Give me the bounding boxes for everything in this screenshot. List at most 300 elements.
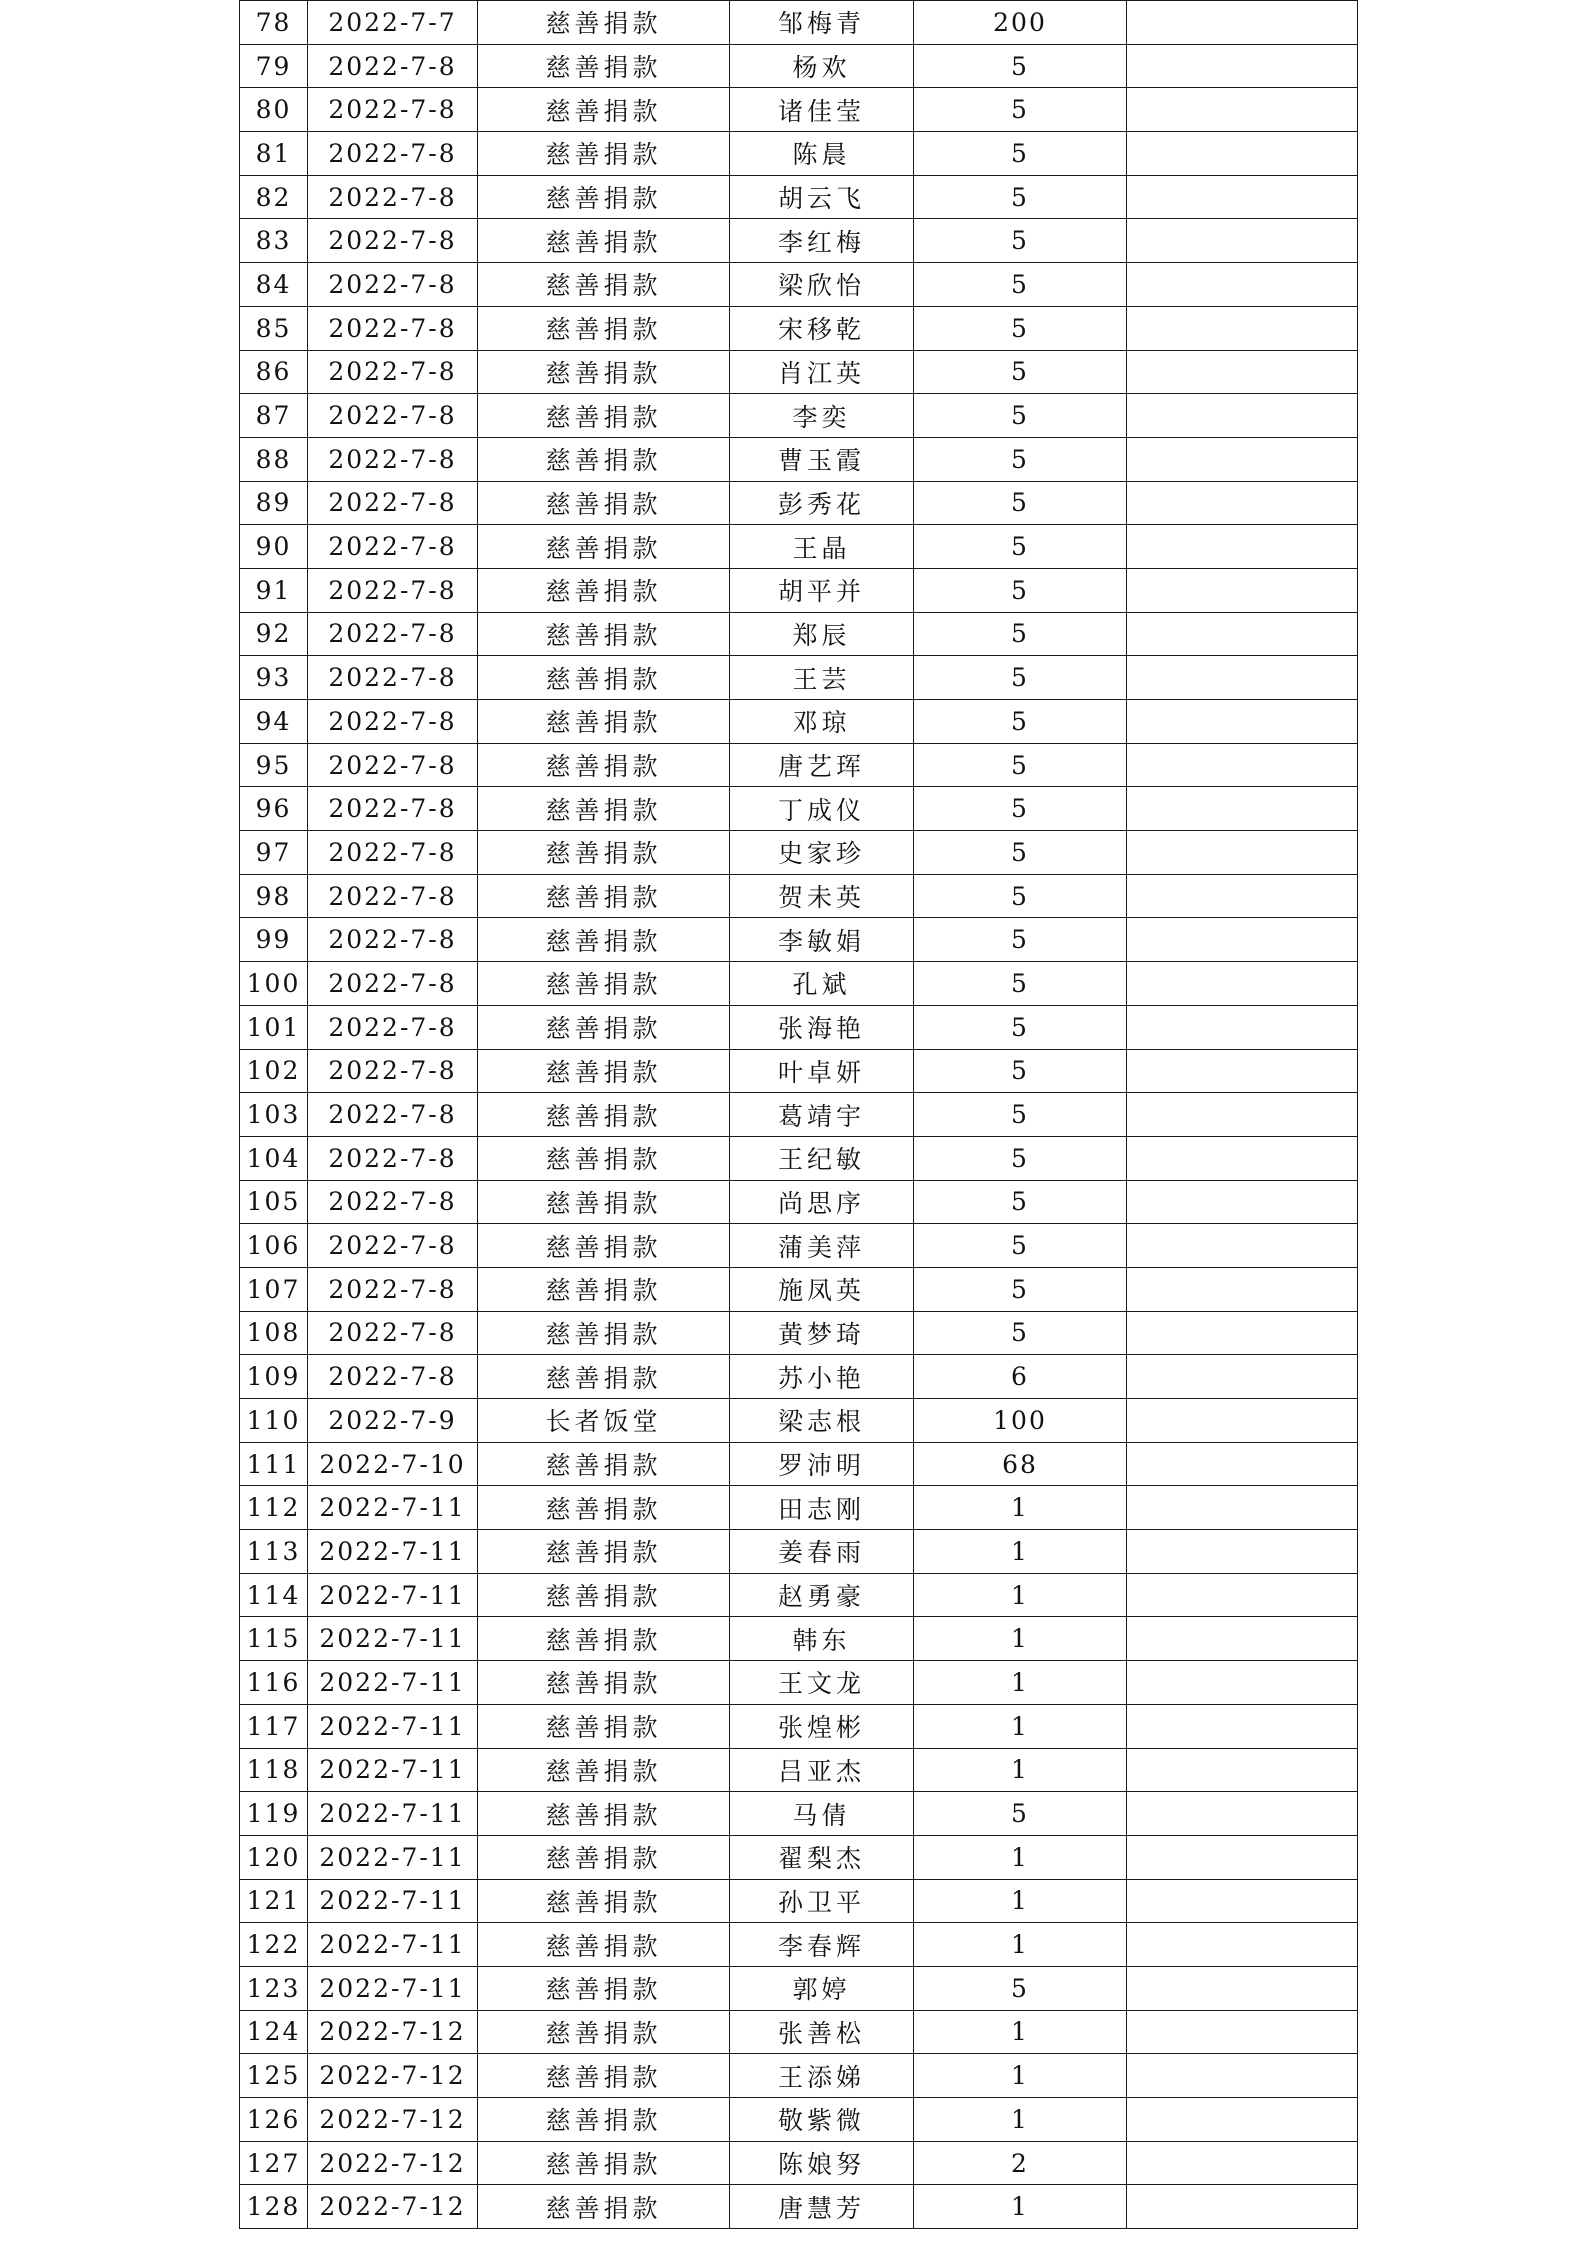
row-number: 87 (240, 394, 308, 438)
donation-type: 慈善捐款 (478, 1093, 730, 1137)
remark-cell (1127, 306, 1358, 350)
donation-type: 慈善捐款 (478, 437, 730, 481)
remark-cell (1127, 1617, 1358, 1661)
donation-type: 慈善捐款 (478, 263, 730, 307)
donation-type: 慈善捐款 (478, 1835, 730, 1879)
row-number: 96 (240, 787, 308, 831)
row-number: 90 (240, 525, 308, 569)
donation-amount: 5 (914, 568, 1127, 612)
donor-name: 马倩 (730, 1792, 914, 1836)
row-number: 106 (240, 1224, 308, 1268)
donation-date: 2022-7-11 (308, 1748, 478, 1792)
donation-amount: 1 (914, 1835, 1127, 1879)
row-number: 92 (240, 612, 308, 656)
donor-name: 张海艳 (730, 1005, 914, 1049)
donation-date: 2022-7-8 (308, 132, 478, 176)
donation-amount: 1 (914, 1748, 1127, 1792)
remark-cell (1127, 263, 1358, 307)
donation-amount: 5 (914, 1792, 1127, 1836)
donor-name: 王文龙 (730, 1661, 914, 1705)
donation-type: 慈善捐款 (478, 2098, 730, 2142)
donation-date: 2022-7-12 (308, 2010, 478, 2054)
donation-date: 2022-7-8 (308, 568, 478, 612)
donation-type: 慈善捐款 (478, 1573, 730, 1617)
donor-name: 李春辉 (730, 1923, 914, 1967)
table-row (240, 1180, 1358, 1224)
donation-type: 慈善捐款 (478, 1617, 730, 1661)
donor-name: 葛靖宇 (730, 1093, 914, 1137)
remark-cell (1127, 394, 1358, 438)
donation-type: 慈善捐款 (478, 1748, 730, 1792)
donation-date: 2022-7-8 (308, 350, 478, 394)
row-number: 115 (240, 1617, 308, 1661)
row-number: 114 (240, 1573, 308, 1617)
table-row (240, 481, 1358, 525)
row-number: 102 (240, 1049, 308, 1093)
remark-cell (1127, 1311, 1358, 1355)
row-number: 81 (240, 132, 308, 176)
donor-name: 孔斌 (730, 962, 914, 1006)
row-number: 86 (240, 350, 308, 394)
remark-cell (1127, 1835, 1358, 1879)
row-number: 117 (240, 1704, 308, 1748)
table-row (240, 1573, 1358, 1617)
row-number: 94 (240, 700, 308, 744)
donation-type: 慈善捐款 (478, 394, 730, 438)
donation-date: 2022-7-11 (308, 1617, 478, 1661)
remark-cell (1127, 481, 1358, 525)
donation-amount: 5 (914, 132, 1127, 176)
donation-type: 慈善捐款 (478, 1966, 730, 2010)
remark-cell (1127, 1748, 1358, 1792)
donation-type: 慈善捐款 (478, 481, 730, 525)
table-row (240, 219, 1358, 263)
donor-name: 叶卓妍 (730, 1049, 914, 1093)
remark-cell (1127, 1704, 1358, 1748)
row-number: 101 (240, 1005, 308, 1049)
row-number: 88 (240, 437, 308, 481)
donation-amount: 5 (914, 1136, 1127, 1180)
donor-name: 田志刚 (730, 1486, 914, 1530)
donation-amount: 1 (914, 2185, 1127, 2229)
donation-type: 慈善捐款 (478, 1180, 730, 1224)
donation-type: 慈善捐款 (478, 1005, 730, 1049)
donation-type: 慈善捐款 (478, 88, 730, 132)
remark-cell (1127, 1442, 1358, 1486)
remark-cell (1127, 1136, 1358, 1180)
donation-date: 2022-7-8 (308, 656, 478, 700)
donation-type: 慈善捐款 (478, 306, 730, 350)
remark-cell (1127, 2141, 1358, 2185)
donation-date: 2022-7-8 (308, 394, 478, 438)
remark-cell (1127, 612, 1358, 656)
donation-type: 慈善捐款 (478, 1879, 730, 1923)
donation-type: 慈善捐款 (478, 2010, 730, 2054)
donation-type: 慈善捐款 (478, 1661, 730, 1705)
donation-amount: 5 (914, 918, 1127, 962)
table-row (240, 1005, 1358, 1049)
remark-cell (1127, 1355, 1358, 1399)
donor-name: 贺未英 (730, 874, 914, 918)
row-number: 93 (240, 656, 308, 700)
donation-date: 2022-7-8 (308, 219, 478, 263)
table-row (240, 1879, 1358, 1923)
donation-amount: 1 (914, 1530, 1127, 1574)
donation-type: 慈善捐款 (478, 1792, 730, 1836)
donation-type: 慈善捐款 (478, 656, 730, 700)
remark-cell (1127, 2185, 1358, 2229)
remark-cell (1127, 918, 1358, 962)
donation-amount: 68 (914, 1442, 1127, 1486)
donor-name: 唐艺珲 (730, 743, 914, 787)
table-row (240, 656, 1358, 700)
donor-name: 王晶 (730, 525, 914, 569)
donation-amount: 1 (914, 1661, 1127, 1705)
donation-date: 2022-7-11 (308, 1792, 478, 1836)
donation-type: 慈善捐款 (478, 1923, 730, 1967)
row-number: 122 (240, 1923, 308, 1967)
table-row (240, 612, 1358, 656)
donation-amount: 1 (914, 1617, 1127, 1661)
row-number: 111 (240, 1442, 308, 1486)
row-number: 118 (240, 1748, 308, 1792)
donation-type: 慈善捐款 (478, 1530, 730, 1574)
remark-cell (1127, 1399, 1358, 1443)
donor-name: 肖江英 (730, 350, 914, 394)
row-number: 116 (240, 1661, 308, 1705)
donation-type: 慈善捐款 (478, 1442, 730, 1486)
donation-date: 2022-7-8 (308, 1224, 478, 1268)
table-row (240, 1966, 1358, 2010)
donation-date: 2022-7-8 (308, 1180, 478, 1224)
donation-amount: 1 (914, 1923, 1127, 1967)
table-row (240, 1399, 1358, 1443)
donor-name: 李敏娟 (730, 918, 914, 962)
donation-date: 2022-7-8 (308, 1136, 478, 1180)
donation-amount: 5 (914, 437, 1127, 481)
row-number: 123 (240, 1966, 308, 2010)
donation-amount: 5 (914, 1049, 1127, 1093)
donor-name: 宋移乾 (730, 306, 914, 350)
donation-date: 2022-7-12 (308, 2054, 478, 2098)
donation-amount: 5 (914, 219, 1127, 263)
row-number: 85 (240, 306, 308, 350)
donor-name: 姜春雨 (730, 1530, 914, 1574)
donation-type: 慈善捐款 (478, 743, 730, 787)
donation-date: 2022-7-8 (308, 874, 478, 918)
table-row (240, 1442, 1358, 1486)
donor-name: 郑辰 (730, 612, 914, 656)
donation-date: 2022-7-8 (308, 962, 478, 1006)
donation-amount: 5 (914, 481, 1127, 525)
donation-amount: 5 (914, 700, 1127, 744)
donor-name: 王芸 (730, 656, 914, 700)
table-row (240, 175, 1358, 219)
donation-date: 2022-7-11 (308, 1661, 478, 1705)
donation-type: 慈善捐款 (478, 44, 730, 88)
donation-date: 2022-7-8 (308, 175, 478, 219)
donation-type: 慈善捐款 (478, 874, 730, 918)
row-number: 124 (240, 2010, 308, 2054)
table-row (240, 743, 1358, 787)
table-row (240, 1355, 1358, 1399)
donation-type: 慈善捐款 (478, 175, 730, 219)
donor-name: 苏小艳 (730, 1355, 914, 1399)
donation-amount: 5 (914, 1093, 1127, 1137)
donation-amount: 1 (914, 1486, 1127, 1530)
remark-cell (1127, 175, 1358, 219)
donation-date: 2022-7-8 (308, 787, 478, 831)
donor-name: 郭婷 (730, 1966, 914, 2010)
table-row (240, 306, 1358, 350)
table-row (240, 700, 1358, 744)
row-number: 97 (240, 831, 308, 875)
donor-name: 曹玉霞 (730, 437, 914, 481)
row-number: 100 (240, 962, 308, 1006)
remark-cell (1127, 1661, 1358, 1705)
donor-name: 翟梨杰 (730, 1835, 914, 1879)
table-row (240, 2185, 1358, 2229)
donor-name: 敬紫微 (730, 2098, 914, 2142)
donation-date: 2022-7-8 (308, 918, 478, 962)
table-row (240, 831, 1358, 875)
table-row (240, 1617, 1358, 1661)
donation-type: 长者饭堂 (478, 1399, 730, 1443)
table-row (240, 437, 1358, 481)
donor-name: 邓琼 (730, 700, 914, 744)
donation-type: 慈善捐款 (478, 1267, 730, 1311)
donor-name: 赵勇豪 (730, 1573, 914, 1617)
donation-amount: 5 (914, 962, 1127, 1006)
table-row (240, 1311, 1358, 1355)
row-number: 119 (240, 1792, 308, 1836)
donor-name: 张煌彬 (730, 1704, 914, 1748)
remark-cell (1127, 656, 1358, 700)
donation-date: 2022-7-11 (308, 1835, 478, 1879)
donation-table-body (240, 1, 1358, 2229)
donation-amount: 5 (914, 350, 1127, 394)
row-number: 112 (240, 1486, 308, 1530)
donation-type: 慈善捐款 (478, 962, 730, 1006)
row-number: 89 (240, 481, 308, 525)
donation-amount: 5 (914, 656, 1127, 700)
donation-amount: 1 (914, 2098, 1127, 2142)
donor-name: 史家珍 (730, 831, 914, 875)
donor-name: 胡平并 (730, 568, 914, 612)
donation-amount: 2 (914, 2141, 1127, 2185)
remark-cell (1127, 831, 1358, 875)
donation-type: 慈善捐款 (478, 2054, 730, 2098)
table-row (240, 1792, 1358, 1836)
donation-amount: 1 (914, 1573, 1127, 1617)
table-row (240, 787, 1358, 831)
donation-amount: 5 (914, 44, 1127, 88)
donor-name: 胡云飞 (730, 175, 914, 219)
row-number: 125 (240, 2054, 308, 2098)
donation-type: 慈善捐款 (478, 1049, 730, 1093)
donation-type: 慈善捐款 (478, 1486, 730, 1530)
donation-amount: 5 (914, 175, 1127, 219)
row-number: 98 (240, 874, 308, 918)
remark-cell (1127, 1530, 1358, 1574)
donor-name: 蒲美萍 (730, 1224, 914, 1268)
table-row (240, 1267, 1358, 1311)
donation-type: 慈善捐款 (478, 918, 730, 962)
donation-amount: 5 (914, 874, 1127, 918)
donation-amount: 5 (914, 1224, 1127, 1268)
donation-date: 2022-7-12 (308, 2141, 478, 2185)
donation-date: 2022-7-8 (308, 525, 478, 569)
remark-cell (1127, 1879, 1358, 1923)
table-row (240, 2010, 1358, 2054)
remark-cell (1127, 219, 1358, 263)
donation-type: 慈善捐款 (478, 700, 730, 744)
donation-date: 2022-7-10 (308, 1442, 478, 1486)
row-number: 103 (240, 1093, 308, 1137)
donation-amount: 6 (914, 1355, 1127, 1399)
donor-name: 张善松 (730, 2010, 914, 2054)
donation-amount: 5 (914, 1267, 1127, 1311)
table-row (240, 568, 1358, 612)
table-row (240, 1835, 1358, 1879)
row-number: 110 (240, 1399, 308, 1443)
donation-amount: 5 (914, 831, 1127, 875)
donor-name: 王添娣 (730, 2054, 914, 2098)
donation-date: 2022-7-8 (308, 44, 478, 88)
donation-amount: 5 (914, 88, 1127, 132)
donation-date: 2022-7-11 (308, 1879, 478, 1923)
donation-type: 慈善捐款 (478, 1311, 730, 1355)
table-row (240, 1748, 1358, 1792)
remark-cell (1127, 44, 1358, 88)
donation-date: 2022-7-9 (308, 1399, 478, 1443)
row-number: 126 (240, 2098, 308, 2142)
donation-amount: 200 (914, 1, 1127, 45)
remark-cell (1127, 1049, 1358, 1093)
donation-amount: 5 (914, 306, 1127, 350)
donation-amount: 1 (914, 1704, 1127, 1748)
donation-date: 2022-7-11 (308, 1530, 478, 1574)
donor-name: 唐慧芳 (730, 2185, 914, 2229)
donation-date: 2022-7-8 (308, 1093, 478, 1137)
row-number: 84 (240, 263, 308, 307)
remark-cell (1127, 437, 1358, 481)
donation-date: 2022-7-8 (308, 1311, 478, 1355)
row-number: 83 (240, 219, 308, 263)
donor-name: 孙卫平 (730, 1879, 914, 1923)
remark-cell (1127, 1486, 1358, 1530)
donation-type: 慈善捐款 (478, 568, 730, 612)
donation-amount: 1 (914, 1879, 1127, 1923)
table-row (240, 44, 1358, 88)
row-number: 79 (240, 44, 308, 88)
remark-cell (1127, 1267, 1358, 1311)
row-number: 120 (240, 1835, 308, 1879)
donation-amount: 5 (914, 612, 1127, 656)
donation-date: 2022-7-11 (308, 1966, 478, 2010)
donation-date: 2022-7-8 (308, 481, 478, 525)
donation-date: 2022-7-8 (308, 1267, 478, 1311)
donation-date: 2022-7-8 (308, 700, 478, 744)
table-row (240, 2141, 1358, 2185)
donor-name: 韩东 (730, 1617, 914, 1661)
remark-cell (1127, 2054, 1358, 2098)
donation-type: 慈善捐款 (478, 219, 730, 263)
row-number: 128 (240, 2185, 308, 2229)
remark-cell (1127, 132, 1358, 176)
donor-name: 彭秀花 (730, 481, 914, 525)
remark-cell (1127, 568, 1358, 612)
donation-date: 2022-7-8 (308, 306, 478, 350)
table-row (240, 263, 1358, 307)
donation-type: 慈善捐款 (478, 1136, 730, 1180)
donation-type: 慈善捐款 (478, 787, 730, 831)
row-number: 82 (240, 175, 308, 219)
row-number: 127 (240, 2141, 308, 2185)
row-number: 80 (240, 88, 308, 132)
donation-amount: 1 (914, 2054, 1127, 2098)
donation-date: 2022-7-7 (308, 1, 478, 45)
table-row (240, 350, 1358, 394)
donation-amount: 5 (914, 525, 1127, 569)
donation-type: 慈善捐款 (478, 132, 730, 176)
remark-cell (1127, 88, 1358, 132)
donation-table (239, 0, 1358, 2229)
donor-name: 丁成仪 (730, 787, 914, 831)
remark-cell (1127, 1180, 1358, 1224)
remark-cell (1127, 2098, 1358, 2142)
table-row (240, 2054, 1358, 2098)
donor-name: 施凤英 (730, 1267, 914, 1311)
donation-amount: 5 (914, 743, 1127, 787)
donation-date: 2022-7-8 (308, 1005, 478, 1049)
row-number: 104 (240, 1136, 308, 1180)
donor-name: 梁欣怡 (730, 263, 914, 307)
donation-date: 2022-7-11 (308, 1573, 478, 1617)
donation-date: 2022-7-8 (308, 1355, 478, 1399)
table-row (240, 88, 1358, 132)
donation-type: 慈善捐款 (478, 525, 730, 569)
row-number: 99 (240, 918, 308, 962)
remark-cell (1127, 1224, 1358, 1268)
donor-name: 王纪敏 (730, 1136, 914, 1180)
table-row (240, 1704, 1358, 1748)
donor-name: 黄梦琦 (730, 1311, 914, 1355)
remark-cell (1127, 1573, 1358, 1617)
donation-amount: 5 (914, 1005, 1127, 1049)
remark-cell (1127, 1, 1358, 45)
table-row (240, 132, 1358, 176)
donor-name: 杨欢 (730, 44, 914, 88)
donor-name: 李红梅 (730, 219, 914, 263)
table-row (240, 1093, 1358, 1137)
donation-amount: 5 (914, 1311, 1127, 1355)
donation-date: 2022-7-8 (308, 831, 478, 875)
row-number: 107 (240, 1267, 308, 1311)
donation-amount: 5 (914, 1180, 1127, 1224)
remark-cell (1127, 1005, 1358, 1049)
table-row (240, 1530, 1358, 1574)
donation-date: 2022-7-8 (308, 612, 478, 656)
remark-cell (1127, 700, 1358, 744)
row-number: 108 (240, 1311, 308, 1355)
donation-date: 2022-7-12 (308, 2185, 478, 2229)
table-row (240, 1049, 1358, 1093)
table-row (240, 1486, 1358, 1530)
row-number: 91 (240, 568, 308, 612)
donor-name: 尚思序 (730, 1180, 914, 1224)
donor-name: 李奕 (730, 394, 914, 438)
